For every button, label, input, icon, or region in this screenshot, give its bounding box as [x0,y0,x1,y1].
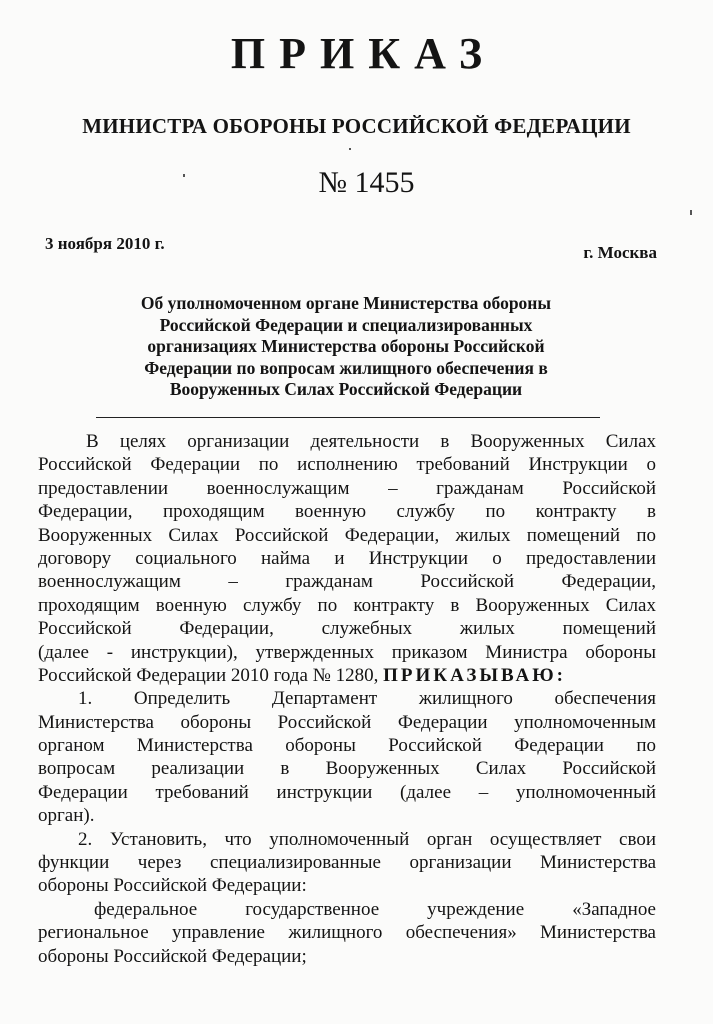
body-line: В целях организации деятельности в Вооруженных Силах [86,431,656,452]
body-line: вопросам реализации в Вооруженных Силах Российской [38,758,656,780]
heading-line: Вооруженных Силах Российской Федерации [169,379,523,399]
body-line: региональное управление жилищного обеспечения» Министерства [38,922,656,944]
body-line: договору социального найма и Инструкции о предоставлении [38,547,656,569]
body-line: Вооруженных Силах Российской Федерации, жилых помещений по [38,524,656,546]
scan-speck [183,174,185,177]
body-line: Министерства обороны Российской Федерации уполномоченным [38,711,656,733]
body-line: (далее - инструкции), утвержденных приказом Министра обороны [38,641,656,663]
body-line: органом Министерства обороны Российской Федерации по [38,735,656,757]
document-issuer: МИНИСТРА ОБОРОНЫ РОССИЙСКОЙ ФЕДЕРАЦИИ [82,114,631,138]
document-city: г. Москва [583,243,657,262]
order-word: ПРИКАЗЫВАЮ: [383,664,566,686]
heading-line: Российской Федерации и специализированных [159,314,533,335]
body-line: Российской Федерации по исполнению требований Инструкции о [38,454,656,476]
body-line: Федерации, проходящим военную службу по контракту в [38,501,656,523]
document-date: 3 ноября 2010 г. [45,234,165,253]
heading-line: организациях Министерства обороны Российской [147,336,545,356]
body-line: предоставлении военнослужащим – гражданам Российской [38,477,656,499]
body-line: проходящим военную службу по контракту в Вооруженных Силах [38,594,656,616]
body-line: обороны Российской Федерации: [38,875,307,897]
body-line: орган). [38,805,95,827]
body-line: обороны Российской Федерации; [38,945,307,967]
heading-line: Об уполномоченном органе Министерства обороны [140,293,552,313]
scan-speck [690,210,692,215]
body-line: 1. Определить Департамент жилищного обеспечения [78,688,656,710]
document-number: № 1455 [318,166,415,199]
document-title: ПРИКАЗ [230,29,497,78]
body-line: функции через специализированные организации Министерства [38,852,656,874]
heading-line: Федерации по вопросам жилищного обеспечения в [144,357,548,378]
body-line: Федерации требований инструкции (далее – уполномоченный [38,781,656,803]
body-line: федеральное государственное учреждение «Западное [94,898,656,920]
document-body [38,430,656,968]
body-line-order [38,664,656,687]
body-line: 2. Установить, что уполномоченный орган осуществляет свои [78,828,656,850]
document-heading [96,293,596,401]
body-line: военнослужащим – гражданам Российской Федерации, [38,571,656,593]
scan-speck [349,148,351,150]
body-line: Российской Федерации, служебных жилых помещений [38,618,656,640]
body-line: Российской Федерации 2010 года № 1280, [38,664,379,686]
heading-underline [96,417,600,418]
